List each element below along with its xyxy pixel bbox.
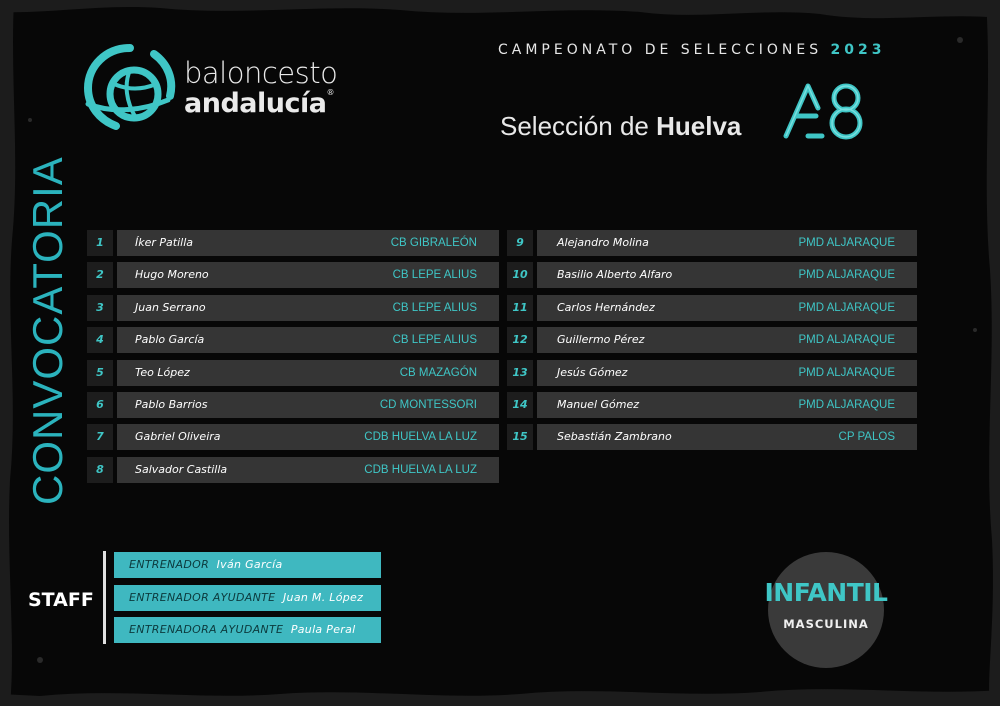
player-number: 15 (507, 424, 533, 450)
convocatoria-title: CONVOCATORIA (24, 156, 71, 505)
player-number: 8 (87, 457, 113, 483)
player-number: 3 (87, 295, 113, 321)
player-row (507, 360, 917, 386)
player-number: 13 (507, 360, 533, 386)
player-club: CB LEPE ALIUS (392, 302, 477, 314)
a8-event-logo (778, 78, 874, 144)
player-name: Pablo Barrios (135, 398, 208, 411)
player-name: Salvador Castilla (135, 463, 228, 476)
player-name: Pablo García (135, 333, 205, 346)
championship-label: CAMPEONATO DE SELECCIONES (498, 42, 823, 58)
brand-logo (84, 44, 344, 134)
staff-title: STAFF (28, 589, 94, 611)
player-number: 6 (87, 392, 113, 418)
championship-year: 2023 (830, 42, 886, 58)
player-name: Teo López (135, 366, 190, 379)
player-number: 14 (507, 392, 533, 418)
player-row (507, 230, 917, 256)
player-number: 5 (87, 360, 113, 386)
player-row (507, 424, 917, 450)
player-name: Guillermo Pérez (557, 333, 645, 346)
player-row (87, 295, 499, 321)
player-club: CD MONTESSORI (379, 399, 477, 411)
player-row (507, 295, 917, 321)
player-row (87, 424, 499, 450)
category-badge (764, 552, 888, 668)
player-name: Basilio Alberto Alfaro (557, 268, 673, 281)
player-name: Manuel Gómez (557, 398, 640, 411)
player-number: 1 (87, 230, 113, 256)
staff-name: Juan M. López (283, 591, 364, 604)
staff-divider (103, 551, 106, 644)
player-club: PMD ALJARAQUE (798, 334, 895, 346)
player-name: Juan Serrano (135, 301, 206, 314)
player-club: CB LEPE ALIUS (392, 334, 477, 346)
player-club: CB MAZAGÓN (399, 367, 477, 379)
player-row (507, 262, 917, 288)
player-row (87, 360, 499, 386)
staff-entry (129, 585, 363, 611)
player-row (87, 392, 499, 418)
staff-name: Iván García (216, 558, 283, 571)
player-number: 2 (87, 262, 113, 288)
player-club: CP PALOS (838, 431, 895, 443)
player-name: Hugo Moreno (135, 268, 209, 281)
player-row (87, 262, 499, 288)
player-club: CDB HUELVA LA LUZ (364, 464, 477, 476)
registered-mark: ® (326, 88, 334, 97)
player-number: 10 (507, 262, 533, 288)
player-row (87, 457, 499, 483)
brand-name-line2-text: andalucía (184, 88, 327, 119)
brand-name-line1: baloncesto (184, 56, 338, 90)
player-club: CB GIBRALEÓN (390, 237, 477, 249)
player-club: CB LEPE ALIUS (392, 269, 477, 281)
player-name: Alejandro Molina (557, 236, 649, 249)
staff-member (114, 617, 381, 643)
staff-entry (129, 552, 283, 578)
staff-role: ENTRENADORA AYUDANTE (129, 623, 284, 636)
player-name: Sebastián Zambrano (557, 430, 672, 443)
player-number: 11 (507, 295, 533, 321)
player-club: PMD ALJARAQUE (798, 367, 895, 379)
player-name: Carlos Hernández (557, 301, 655, 314)
player-number: 12 (507, 327, 533, 353)
player-club: PMD ALJARAQUE (798, 237, 895, 249)
brand-name-line2 (184, 88, 334, 119)
staff-name: Paula Peral (290, 623, 356, 636)
player-row (507, 392, 917, 418)
player-club: PMD ALJARAQUE (798, 269, 895, 281)
player-name: Jesús Gómez (557, 366, 628, 379)
player-number: 9 (507, 230, 533, 256)
player-club: CDB HUELVA LA LUZ (364, 431, 477, 443)
selection-prefix: Selección de (500, 111, 649, 141)
championship-title (498, 42, 886, 58)
player-name: Gabriel Oliveira (135, 430, 221, 443)
player-row (87, 327, 499, 353)
staff-entry (129, 617, 356, 643)
staff-member (114, 585, 381, 611)
player-club: PMD ALJARAQUE (798, 399, 895, 411)
staff-member (114, 552, 381, 578)
category-level: INFANTIL (764, 578, 888, 607)
selection-name: Huelva (656, 111, 742, 141)
player-number: 4 (87, 327, 113, 353)
player-club: PMD ALJARAQUE (798, 302, 895, 314)
basketball-logo-icon (84, 44, 176, 130)
player-number: 7 (87, 424, 113, 450)
category-gender: MASCULINA (783, 617, 869, 631)
player-name: Íker Patilla (135, 236, 193, 249)
player-row (87, 230, 499, 256)
player-row (507, 327, 917, 353)
staff-role: ENTRENADOR AYUDANTE (129, 591, 276, 604)
selection-title (500, 111, 741, 142)
staff-role: ENTRENADOR (129, 558, 210, 571)
